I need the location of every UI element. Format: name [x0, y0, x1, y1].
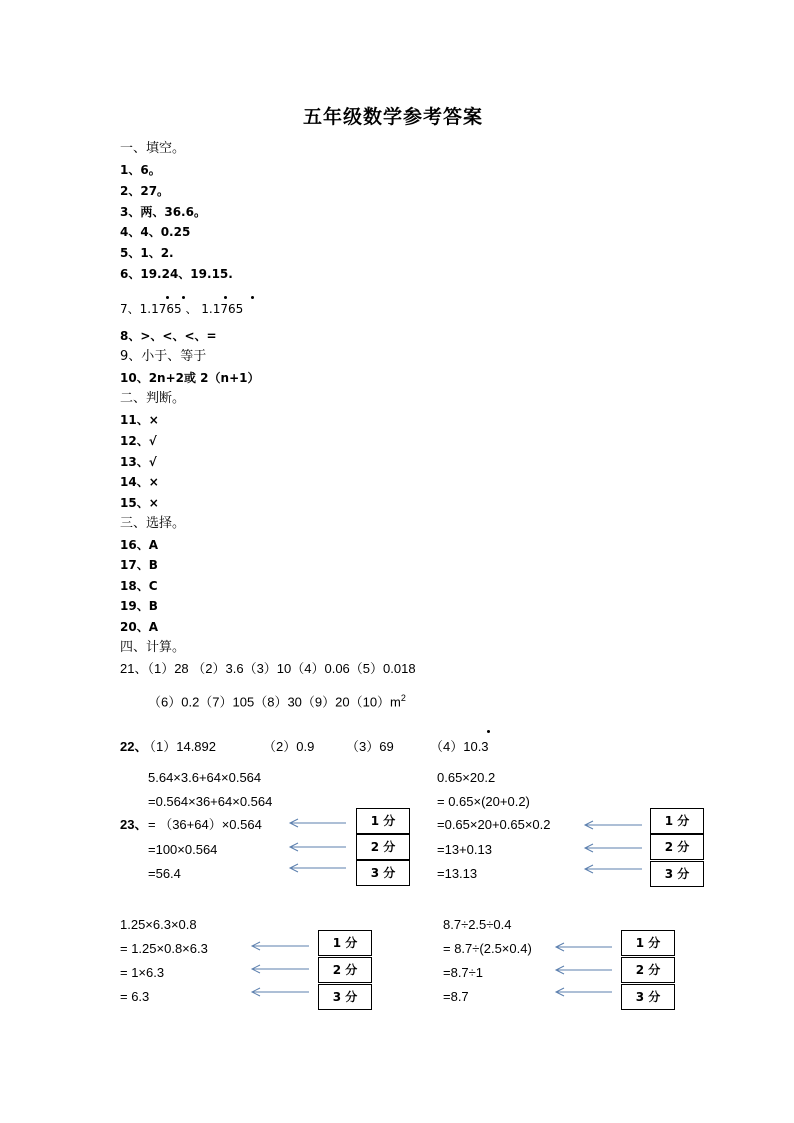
score-box-1: 1 分 — [356, 808, 410, 834]
answer-17: 17、B — [120, 558, 158, 572]
answer-22-part3: （3）69 — [346, 739, 394, 754]
answer-12: 12、√ — [120, 434, 157, 448]
score-box-3: 3 分 — [621, 984, 675, 1010]
answer-16: 16、A — [120, 538, 158, 552]
answer-6: 6、19.24、19.15. — [120, 267, 233, 281]
answer-4: 4、4、0.25 — [120, 225, 191, 239]
calc-24-left-step1: 1.25×6.3×0.8 — [120, 917, 197, 932]
answer-22-part2: （2）0.9 — [263, 739, 315, 754]
calc-23-right-step5: =13.13 — [437, 866, 478, 881]
answer-14: 14、× — [120, 475, 159, 489]
section-heading-fill: 一、填空。 — [120, 141, 186, 156]
calc-24-left-step3: = 1×6.3 — [120, 965, 165, 980]
answer-22-part1: （1）14.892 — [143, 739, 216, 754]
score-box-2: 2 分 — [356, 834, 410, 860]
answer-11: 11、× — [120, 413, 159, 427]
answer-13: 13、√ — [120, 455, 157, 469]
answer-15: 15、× — [120, 496, 159, 510]
score-box-3: 3 分 — [356, 860, 410, 886]
section-heading-judge: 二、判断。 — [120, 391, 186, 406]
score-box-3: 3 分 — [650, 861, 704, 887]
calc-23-left-step4: =100×0.564 — [148, 842, 218, 857]
answer-20: 20、A — [120, 620, 158, 634]
calc-24-left-step2: = 1.25×0.8×6.3 — [120, 941, 208, 956]
score-box-1: 1 分 — [621, 930, 675, 956]
answer-3: 3、两、36.6。 — [120, 205, 206, 219]
answer-22-part4: （4）10.3 — [430, 739, 489, 754]
score-box-1: 1 分 — [650, 808, 704, 834]
arrow-group — [252, 819, 642, 996]
answer-21-line1: 21、（1）28 （2）3.6（3）10（4）0.06（5）0.018 — [120, 661, 416, 676]
calc-23-left-step5: =56.4 — [148, 866, 181, 881]
section-heading-choice: 三、选择。 — [120, 516, 186, 531]
score-box-2: 2 分 — [318, 957, 372, 983]
calc-24-right-step2: = 8.7÷(2.5×0.4) — [443, 941, 532, 956]
calc-24-right-step4: =8.7 — [443, 989, 469, 1004]
answer-23-label: 23、 — [120, 817, 148, 832]
answer-9: 9、小于、等于 — [120, 349, 207, 364]
calc-23-right-step2: = 0.65×(20+0.2) — [437, 794, 530, 809]
score-box-2: 2 分 — [621, 957, 675, 983]
section-heading-calc: 四、计算。 — [120, 640, 186, 655]
calc-24-right-step1: 8.7÷2.5÷0.4 — [443, 917, 512, 932]
calc-23-left-step3: = （36+64）×0.564 — [148, 817, 262, 832]
answer-2: 2、27。 — [120, 184, 170, 198]
score-box-1: 1 分 — [318, 930, 372, 956]
answer-10: 10、2n+2或 2（n+1） — [120, 371, 260, 385]
answer-18: 18、C — [120, 579, 158, 593]
answer-5: 5、1、2. — [120, 246, 174, 260]
page-title: 五年级数学参考答案 — [303, 106, 484, 128]
calc-23-right-step3: =0.65×20+0.65×0.2 — [437, 817, 551, 832]
answer-22-label: 22、 — [120, 739, 148, 754]
calc-23-right-step4: =13+0.13 — [437, 842, 492, 857]
calc-23-right-step1: 0.65×20.2 — [437, 770, 496, 785]
answer-7: 7、1.1765 、 1.1765 — [120, 302, 244, 316]
superscript-2: 2 — [400, 693, 406, 703]
calc-24-right-step3: =8.7÷1 — [443, 965, 484, 980]
calc-24-left-step4: = 6.3 — [120, 989, 150, 1004]
calc-23-left-step2: =0.564×36+64×0.564 — [148, 794, 273, 809]
answer-19: 19、B — [120, 599, 158, 613]
calc-23-left-step1: 5.64×3.6+64×0.564 — [148, 770, 262, 785]
answer-8: 8、>、<、<、= — [120, 329, 217, 343]
answer-21-line2-text: （6）0.2（7）105（8）30（9）20（10）m — [148, 694, 401, 710]
score-box-3: 3 分 — [318, 984, 372, 1010]
answer-1: 1、6。 — [120, 163, 161, 177]
score-box-2: 2 分 — [650, 834, 704, 860]
